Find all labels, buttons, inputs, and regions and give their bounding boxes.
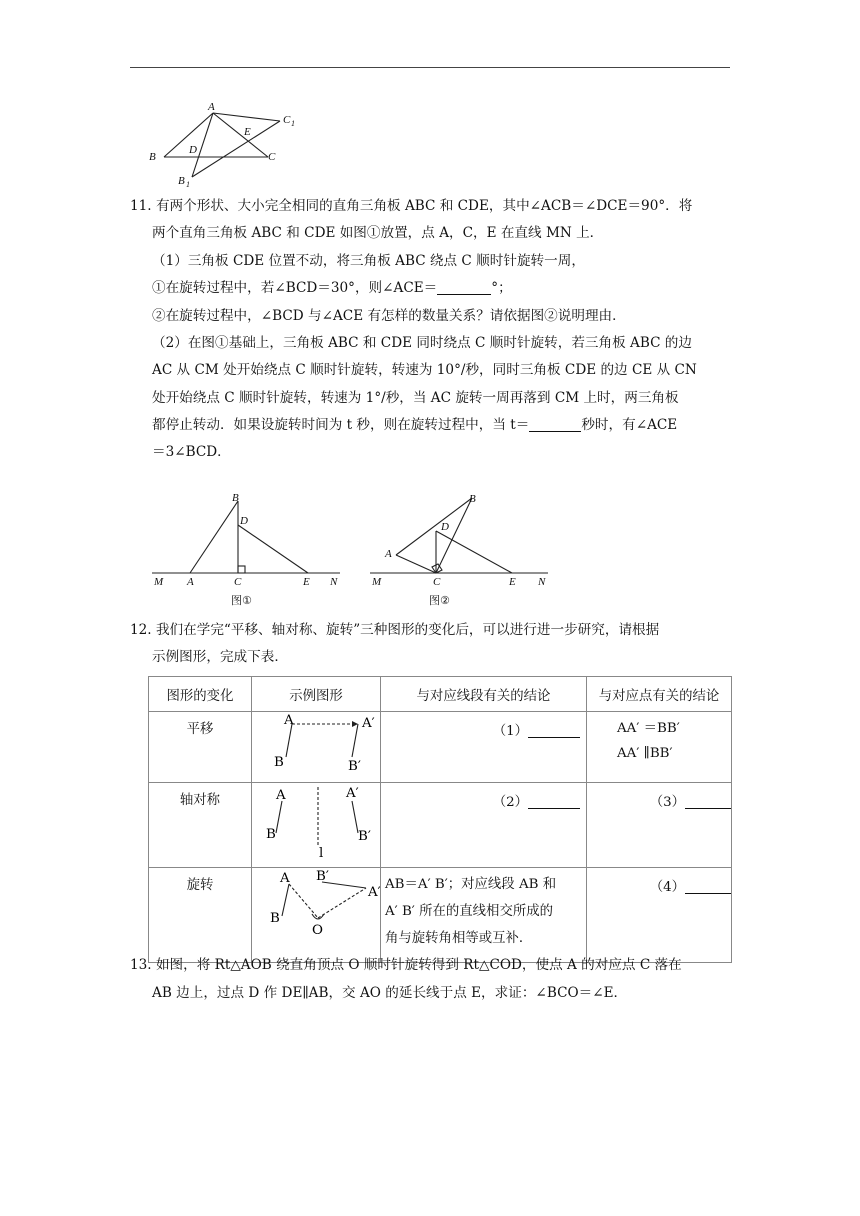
q12-line1: 12. 我们在学完“平移、轴对称、旋转”三种图形的变化后，可以进行进一步研究，请根据 bbox=[130, 622, 660, 638]
q13-line2: AB 边上，过点 D 作 DE∥AB，交 AO 的延长线于点 E，求证：∠BCO＝∠E． bbox=[152, 985, 628, 1001]
fig1-label-d: D bbox=[240, 515, 248, 527]
q13-number: 13. bbox=[130, 957, 152, 973]
pt-conclusion-4: （4） bbox=[587, 868, 732, 963]
rot-label-o: O bbox=[312, 923, 323, 938]
q11-line1: 11. 有两个形状、大小完全相同的直角三角板 ABC 和 CDE，其中∠ACB＝∠DCE＝90°．将 bbox=[130, 198, 693, 214]
refl-label-b: B bbox=[266, 827, 276, 842]
q11-part2-line1: （2）在图①基础上，三角板 ABC 和 CDE 同时绕点 C 顺时针旋转，若三角板 ABC 的边 bbox=[152, 335, 692, 351]
table-row bbox=[149, 783, 732, 868]
fig-top-label-b1: B bbox=[178, 175, 185, 187]
fig-top-label-c1: C bbox=[283, 114, 291, 126]
row-name-translation: 平移 bbox=[149, 712, 252, 783]
example-figure-reflection bbox=[252, 783, 381, 868]
reflection-figure bbox=[252, 783, 380, 863]
trans-label-b: B bbox=[274, 755, 284, 770]
fig1-label-c: C bbox=[234, 576, 242, 588]
trans-label-a: A bbox=[284, 713, 294, 728]
fig2-label-d: D bbox=[441, 521, 449, 533]
table-header: 图形的变化 bbox=[149, 677, 252, 712]
fig-top-label-a: A bbox=[208, 101, 215, 113]
row-name-rotation: 旋转 bbox=[149, 868, 252, 963]
fig-top-label-c1-sub: 1 bbox=[291, 119, 295, 128]
pt-conclusion-1: AA′ ＝BB′ AA′ ∥BB′ bbox=[587, 712, 732, 783]
q12-line2: 示例图形，完成下表． bbox=[152, 649, 288, 665]
seg-conclusion-1: （1） bbox=[381, 712, 587, 783]
fig1-caption: 图① bbox=[231, 594, 252, 607]
answer-blank[interactable] bbox=[437, 280, 491, 295]
refl-label-l: l bbox=[319, 846, 324, 861]
rot-label-a2: A′ bbox=[368, 885, 380, 900]
example-figure-rotation bbox=[252, 868, 381, 963]
q11-part1-b: ②在旋转过程中，∠BCD 与∠ACE 有怎样的数量关系？请依据图②说明理由． bbox=[152, 308, 626, 324]
trans-label-a2: A′ bbox=[362, 716, 375, 731]
table-header-row bbox=[149, 677, 732, 712]
fig-top-label-b: B bbox=[149, 151, 156, 163]
q11-number: 11. bbox=[130, 198, 152, 214]
refl-label-a2: A′ bbox=[346, 786, 359, 801]
refl-label-a: A bbox=[276, 788, 286, 803]
figure-1 bbox=[148, 488, 348, 612]
table-header: 与对应线段有关的结论 bbox=[381, 677, 587, 712]
refl-label-b2: B′ bbox=[358, 829, 371, 844]
answer-blank[interactable] bbox=[685, 794, 731, 809]
trans-label-b2: B′ bbox=[348, 759, 361, 774]
table-row bbox=[149, 712, 732, 783]
q11-part1-a: ①在旋转过程中，若∠BCD＝30°，则∠ACE＝ °； bbox=[152, 280, 512, 296]
fig2-caption: 图② bbox=[429, 594, 450, 607]
fig-top-label-b1-sub: 1 bbox=[186, 180, 190, 189]
fig2-label-a: A bbox=[385, 548, 392, 560]
q12-number: 12. bbox=[130, 622, 152, 638]
figure-2 bbox=[366, 488, 562, 612]
q11-part2-line5: ＝3∠BCD． bbox=[152, 444, 231, 460]
table-header: 与对应点有关的结论 bbox=[587, 677, 732, 712]
rotation-figure bbox=[252, 868, 380, 958]
fig2-label-m: M bbox=[372, 576, 382, 588]
header-rule bbox=[130, 67, 730, 68]
transform-table bbox=[148, 676, 732, 963]
rot-label-a: A bbox=[280, 871, 290, 886]
answer-blank[interactable] bbox=[528, 723, 580, 738]
figure-top-triangles bbox=[140, 96, 310, 192]
fig-top-label-e: E bbox=[244, 126, 251, 138]
q11-line2: 两个直角三角板 ABC 和 CDE 如图①放置，点 A，C，E 在直线 MN 上． bbox=[152, 225, 604, 241]
fig-top-label-d: D bbox=[189, 144, 197, 156]
rot-label-b: B bbox=[270, 911, 280, 926]
table-row bbox=[149, 868, 732, 963]
fig2-label-e: E bbox=[509, 576, 516, 588]
seg-conclusion-2: （2） bbox=[381, 783, 587, 868]
answer-blank[interactable] bbox=[529, 417, 581, 432]
fig2-label-c: C bbox=[433, 576, 441, 588]
fig2-label-n: N bbox=[538, 576, 546, 588]
fig1-label-a: A bbox=[187, 576, 194, 588]
seg-conclusion-rotation: AB＝A′ B′；对应线段 AB 和 A′ B′ 所在的直线相交所成的 角与旋转角相等或互补． bbox=[381, 868, 587, 963]
table-header: 示例图形 bbox=[252, 677, 381, 712]
fig1-label-e: E bbox=[303, 576, 310, 588]
fig1-label-b: B bbox=[232, 492, 239, 504]
example-figure-translation bbox=[252, 712, 381, 783]
q11-part2-line2: AC 从 CM 处开始绕点 C 顺时针旋转，转速为 10°/秒，同时三角板 CDE 的边 CE 从 CN bbox=[152, 362, 697, 378]
fig1-label-m: M bbox=[154, 576, 164, 588]
fig1-label-n: N bbox=[330, 576, 338, 588]
translation-figure bbox=[252, 712, 380, 778]
fig-top-label-c: C bbox=[268, 151, 276, 163]
row-name-reflection: 轴对称 bbox=[149, 783, 252, 868]
pt-conclusion-3: （3） bbox=[587, 783, 732, 868]
answer-blank[interactable] bbox=[685, 879, 731, 894]
fig2-label-b: B bbox=[469, 493, 476, 505]
q11-part2-line4: 都停止转动．如果设旋转时间为 t 秒，则在旋转过程中，当 t＝ 秒时，有∠ACE bbox=[152, 417, 678, 433]
q11-part2-line3: 处开始绕点 C 顺时针旋转，转速为 1°/秒，当 AC 旋转一周再落到 CM 上时，两三角板 bbox=[152, 390, 679, 406]
answer-blank[interactable] bbox=[528, 794, 580, 809]
q13-line1: 13. 如图，将 Rt△AOB 绕直角顶点 O 顺时针旋转得到 Rt△COD，使点 A 的对应点 C 落在 bbox=[130, 957, 682, 973]
q11-part1-intro: （1）三角板 CDE 位置不动，将三角板 ABC 绕点 C 顺时针旋转一周， bbox=[152, 253, 585, 269]
rot-label-b2: B′ bbox=[316, 869, 329, 884]
